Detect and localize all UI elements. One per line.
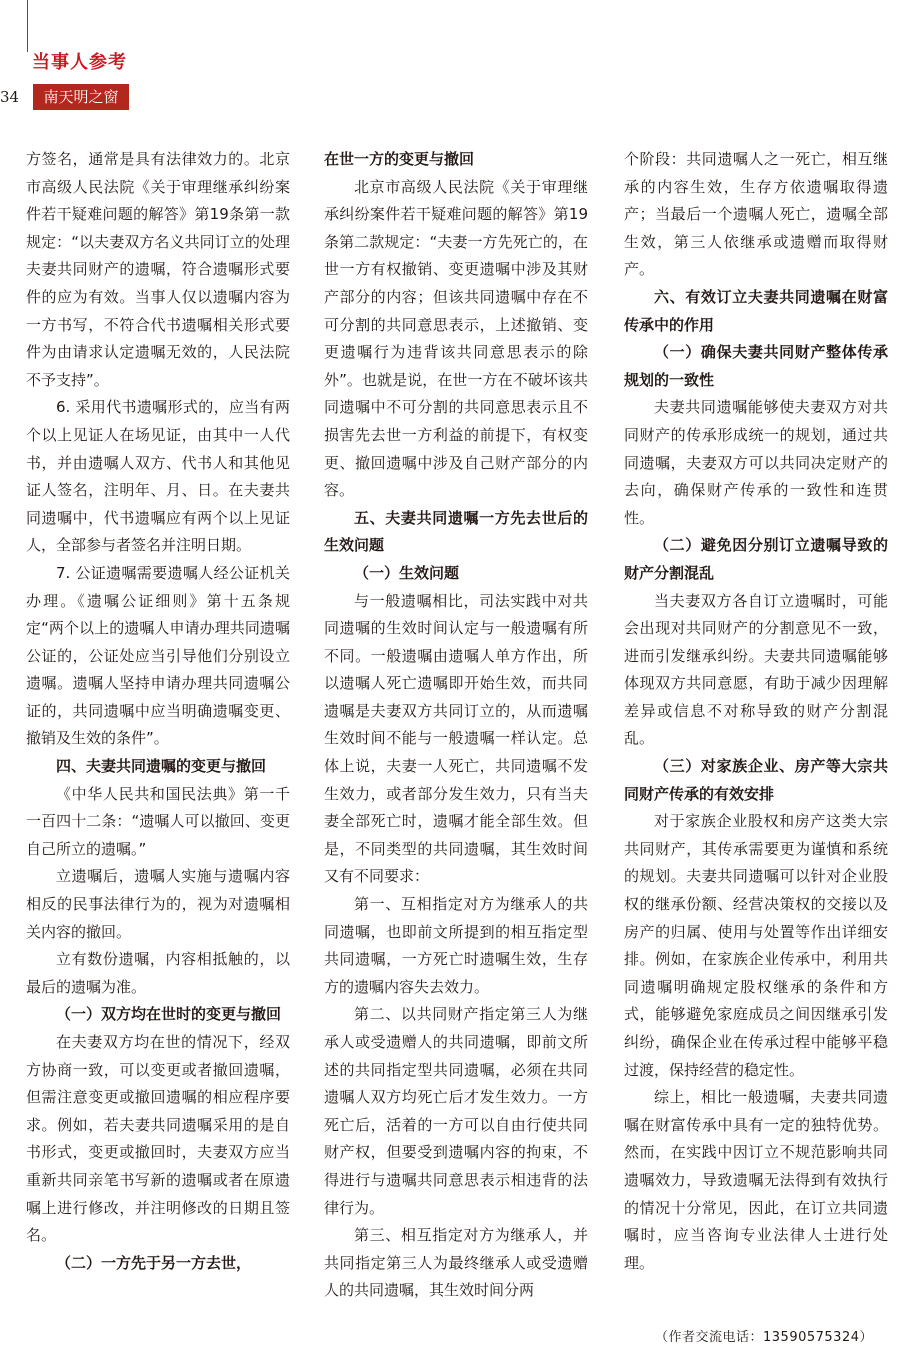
section-heading: 五、夫妻共同遗嘱一方先去世后的生效问题 [324,508,588,555]
page-number: 34 [0,88,20,106]
section-heading: （一）生效问题 [354,563,460,582]
author-contact: （作者交流电话：13590575324） [655,1330,873,1345]
section-heading: 四、夫妻共同遗嘱的变更与撤回 [56,757,267,776]
paragraph: 个阶段：共同遗嘱人之一死亡，相互继承的内容生效，生存方依遗嘱取得遗产；当最后一个遗嘱人死亡，遗嘱全部生效，第三人依继承或遗赠而取得财产。 [624,150,888,279]
paragraph: 夫妻共同遗嘱能够使夫妻双方对共同财产的传承形成统一的规划，通过共同遗嘱，夫妻双方可以共同决定财产的去向，确保财产传承的一致性和连贯性。 [624,398,888,527]
paragraph: 与一般遗嘱相比，司法实践中对共同遗嘱的生效时间认定与一般遗嘱有所不同。一般遗嘱由遗嘱人单方作出，所以遗嘱人死亡遗嘱即开始生效，而共同遗嘱是夫妻双方共同订立的，从而遗嘱生效时间不能与一般遗嘱一样认定。总体上说，夫妻一人死亡，共同遗嘱不发生效力，或者部分发生效力，只有当夫妻全部死亡时，遗嘱才能全部生效。但是，不同类型的共同遗嘱，其生效时间又有不同要求： [324,591,588,886]
header-rule [27,0,28,52]
section-heading: 六、有效订立夫妻共同遗嘱在财富传承中的作用 [624,287,888,334]
paragraph: 第一、互相指定对方为继承人的共同遗嘱，也即前文所提到的相互指定型共同遗嘱，一方死亡时遗嘱生效，生存方的遗嘱内容失去效力。 [324,895,588,996]
paragraph: 第三、相互指定对方为继承人，并共同指定第三人为最终继承人或受遗赠人的共同遗嘱，其生效时间分两 [324,1226,588,1300]
article-column-2 [324,146,588,1305]
section-title: 当事人参考 [32,52,127,73]
paragraph: 方签名，通常是具有法律效力的。北京市高级人民法院《关于审理继承纠纷案件若干疑难问题的解答》第19条第一款规定：“以夫妻双方名义共同订立的处理夫妻共同财产的遗嘱，符合遗嘱形式要件的应为有效。当事人仅以遗嘱内容为一方书写，不符合代书遗嘱相关形式要件为由请求认定遗嘱无效的，人民法院不予支持”。 [26,150,290,389]
article-column-1 [26,146,290,1277]
paragraph: 在夫妻双方均在世的情况下，经双方协商一致，可以变更或者撤回遗嘱，但需注意变更或撤回遗嘱的相应程序要求。例如，若夫妻共同遗嘱采用的是自书形式，变更或撤回时，夫妻双方应当重新共同亲笔书写新的遗嘱或者在原遗嘱上进行修改，并注明修改的日期且签名。 [26,1033,290,1245]
section-heading: （二）一方先于另一方去世， [56,1253,252,1272]
article-column-3 [624,146,888,1277]
section-heading: （二）避免因分别订立遗嘱导致的财产分割混乱 [624,536,888,582]
section-heading: 在世一方的变更与撤回 [324,150,475,168]
section-heading: （一）双方均在世时的变更与撤回 [56,1005,282,1024]
paragraph: 6. 采用代书遗嘱形式的，应当有两个以上见证人在场见证，由其中一人代书，并由遗嘱人双方、代书人和其他见证人签名，注明年、月、日。在夫妻共同遗嘱中，代书遗嘱应有两个以上见证人，全部参与者签名并注明日期。 [26,398,290,555]
paragraph: 北京市高级人民法院《关于审理继承纠纷案件若干疑难问题的解答》第19条第二款规定：“夫妻一方先死亡的，在世一方有权撤销、变更遗嘱中涉及其财产部分的内容；但该共同遗嘱中存在不可分割的共同意思表示，上述撤销、变更遗嘱行为违背该共同意思表示的除外”。也就是说，在世一方在不破坏该共同遗嘱中不可分割的共同意思表示且不损害先去世一方利益的前提下，有权变更、撤回遗嘱中涉及自己财产部分的内容。 [324,177,588,500]
paragraph: 第二、以共同财产指定第三人为继承人或受遗赠人的共同遗嘱，即前文所述的共同指定型共同遗嘱，必须在共同遗嘱人双方均死亡后才发生效力。一方死亡后，活着的一方可以自由行使共同财产权，但要受到遗嘱内容的拘束，不得进行与遗嘱共同意思表示相违背的法律行为。 [324,1005,588,1217]
section-heading: （一）确保夫妻共同财产整体传承规划的一致性 [624,343,888,389]
paragraph: 综上，相比一般遗嘱，夫妻共同遗嘱在财富传承中具有一定的独特优势。然而，在实践中因订立不规范影响共同遗嘱效力，导致遗嘱无法得到有效执行的情况十分常见，因此，在订立共同遗嘱时，应当咨询专业法律人士进行处理。 [624,1088,888,1272]
section-heading: （三）对家族企业、房产等大宗共同财产传承的有效安排 [624,757,888,803]
paragraph: 7. 公证遗嘱需要遗嘱人经公证机关办理。《遗嘱公证细则》第十五条规定“两个以上的遗嘱人申请办理共同遗嘱公证的，公证处应当引导他们分别设立遗嘱。遗嘱人坚持申请办理共同遗嘱公证的，共同遗嘱中应当明确遗嘱变更、撤销及生效的条件”。 [26,563,290,748]
paragraph: 《中华人民共和国民法典》第一千一百四十二条：“遗嘱人可以撤回、变更自己所立的遗嘱。” [26,784,290,858]
paragraph: 立有数份遗嘱，内容相抵触的，以最后的遗嘱为准。 [26,950,290,996]
paragraph: 对于家族企业股权和房产这类大宗共同财产，其传承需要更为谨慎和系统的规划。夫妻共同遗嘱可以针对企业股权的继承份额、经营决策权的交接以及房产的归属、使用与处置等作出详细安排。例如，在家族企业传承中，利用共同遗嘱明确规定股权继承的条件和方式，能够避免家庭成员之间因继承引发纠纷，确保企业在传承过程中能够平稳过渡，保持经营的稳定性。 [624,812,888,1079]
column-name-badge: 南天明之窗 [33,84,129,110]
paragraph: 当夫妻双方各自订立遗嘱时，可能会出现对共同财产的分割意见不一致，进而引发继承纠纷。夫妻共同遗嘱能够体现双方共同意愿，有助于减少因理解差异或信息不对称导致的财产分割混乱。 [624,591,888,748]
paragraph: 立遗嘱后，遗嘱人实施与遗嘱内容相反的民事法律行为的，视为对遗嘱相关内容的撤回。 [26,867,290,941]
